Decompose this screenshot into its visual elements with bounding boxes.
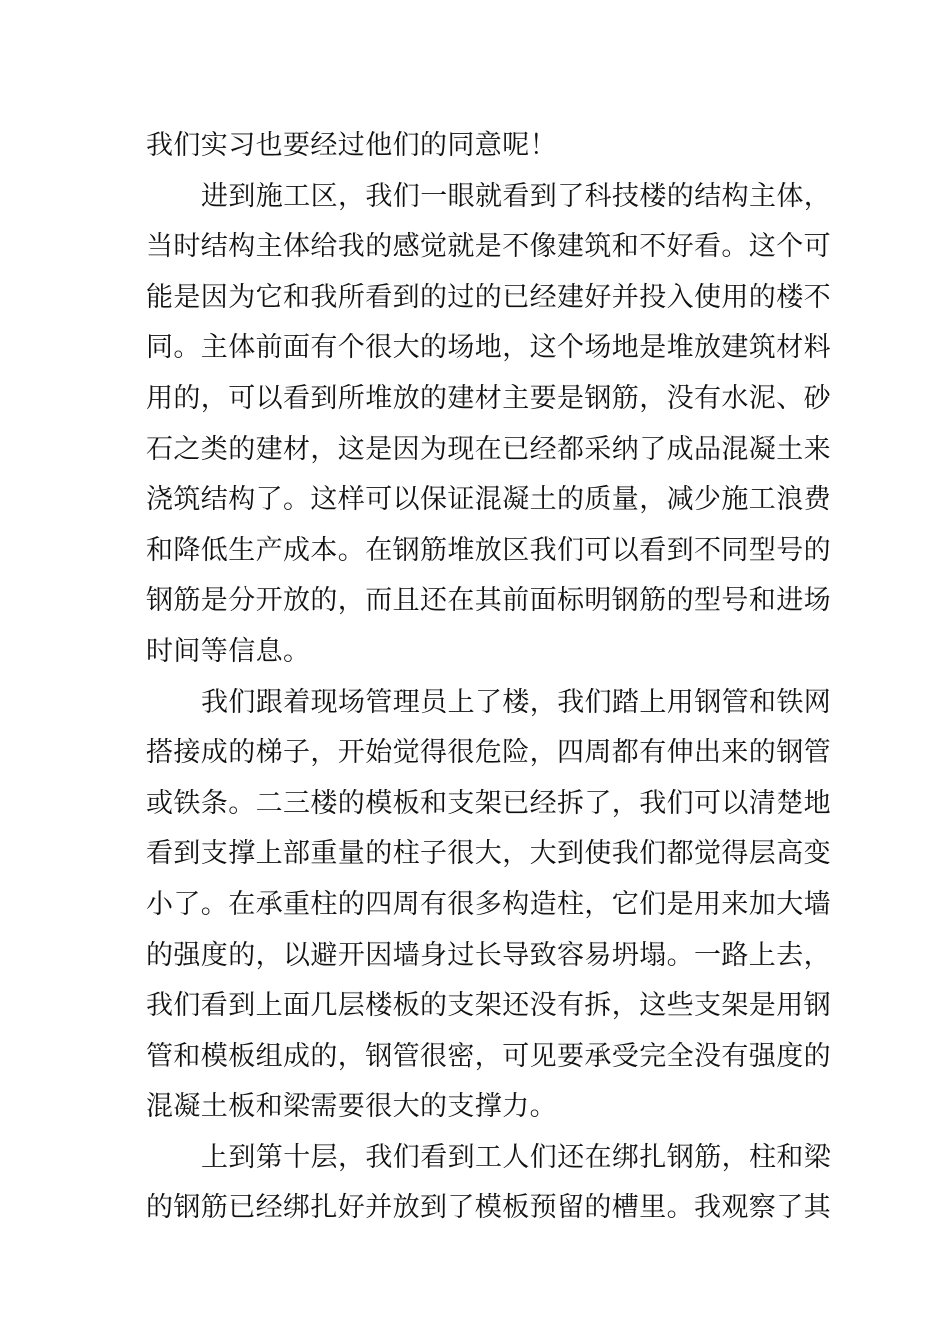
body-text	[146, 121, 832, 1234]
paragraph-first-line: 我们跟着现场管理员上了楼，我们踏上用钢管和铁网	[201, 686, 832, 718]
text-line: 我们实习也要经过他们的同意呢！	[146, 130, 557, 161]
text-line: 管和模板组成的，钢管很密，可见要承受完全没有强度的	[146, 1040, 831, 1072]
text-line: 同。主体前面有个很大的场地，这个场地是堆放建筑材料	[146, 332, 831, 364]
text-line: 混凝土板和梁需要很大的支撑力。	[146, 1091, 557, 1123]
text-line: 小了。在承重柱的四周有很多构造柱，它们是用来加大墙	[146, 888, 831, 920]
text-line: 搭接成的梯子，开始觉得很危险，四周都有伸出来的钢管	[146, 737, 831, 769]
text-line: 石之类的建材，这是因为现在已经都采纳了成品混凝土来	[146, 433, 831, 465]
text-line: 或铁条。二三楼的模板和支架已经拆了，我们可以清楚地	[146, 787, 831, 819]
text-line: 我们看到上面几层楼板的支架还没有拆，这些支架是用钢	[146, 990, 831, 1022]
text-line: 的强度的，以避开因墙身过长导致容易坍塌。一路上去，	[146, 939, 831, 971]
text-line: 的钢筋已经绑扎好并放到了模板预留的槽里。我观察了其	[146, 1192, 831, 1224]
text-line: 看到支撑上部重量的柱子很大，大到使我们都觉得层高变	[146, 838, 831, 870]
text-line: 时间等信息。	[146, 635, 311, 667]
paragraph-first-line: 进到施工区，我们一眼就看到了科技楼的结构主体，	[201, 180, 832, 212]
text-line: 浇筑结构了。这样可以保证混凝土的质量，减少施工浪费	[146, 484, 831, 516]
paragraph-first-line: 上到第十层，我们看到工人们还在绑扎钢筋，柱和梁	[201, 1141, 832, 1173]
text-line: 能是因为它和我所看到的过的已经建好并投入使用的楼不	[146, 281, 831, 313]
text-line: 当时结构主体给我的感觉就是不像建筑和不好看。这个可	[146, 231, 831, 263]
text-line: 用的，可以看到所堆放的建材主要是钢筋，没有水泥、砂	[146, 382, 831, 414]
text-line: 和降低生产成本。在钢筋堆放区我们可以看到不同型号的	[146, 534, 831, 566]
text-line: 钢筋是分开放的，而且还在其前面标明钢筋的型号和进场	[146, 585, 831, 617]
